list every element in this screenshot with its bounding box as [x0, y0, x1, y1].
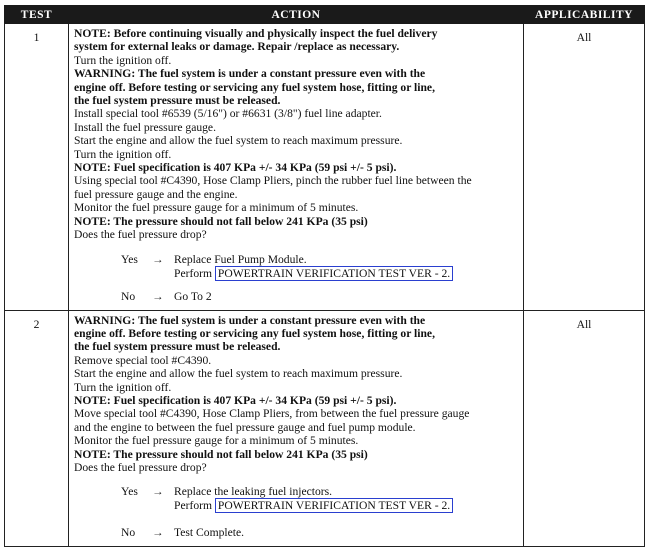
yes-label: Yes: [121, 485, 138, 499]
step-line: Turn the ignition off.: [74, 380, 172, 394]
warning-line: WARNING: The fuel system is under a constant pressure even with the: [74, 67, 426, 81]
perform-line: [74, 267, 519, 281]
header-test: TEST: [5, 6, 69, 24]
step-line: Start the engine and allow the fuel system to reach maximum pressure.: [74, 134, 403, 148]
note-line: NOTE: The pressure should not fall below 241 KPa (35 psi): [74, 214, 368, 228]
no-label: No: [121, 526, 136, 540]
step-line: fuel pressure gauge and the engine.: [74, 187, 238, 201]
arrow-right-icon: →: [152, 252, 164, 266]
yes-answer: [74, 253, 519, 267]
step-line: Turn the ignition off.: [74, 53, 172, 67]
warning-line: WARNING: The fuel system is under a constant pressure even with the: [74, 313, 426, 327]
verification-test-link[interactable]: POWERTRAIN VERIFICATION TEST VER - 2.: [215, 266, 453, 281]
note-line: NOTE: Before continuing visually and physically inspect the fuel delivery: [74, 27, 438, 40]
step-line: Monitor the fuel pressure gauge for a minimum of 5 minutes.: [74, 201, 359, 215]
no-result: Test Complete.: [174, 526, 245, 540]
test-number: 1: [5, 24, 69, 311]
header-applicability: APPLICABILITY: [524, 6, 645, 24]
applicability-cell: All: [524, 310, 645, 547]
note-line: system for external leaks or damage. Repair /replace as necessary.: [74, 40, 400, 54]
no-answer: [74, 526, 519, 540]
perform-label: Perform: [174, 499, 212, 513]
question-line: Does the fuel pressure drop?: [74, 228, 207, 242]
step-line: Monitor the fuel pressure gauge for a minimum of 5 minutes.: [74, 434, 359, 448]
step-line: Turn the ignition off.: [74, 147, 172, 161]
perform-label: Perform: [174, 266, 212, 280]
note-line: NOTE: Fuel specification is 407 KPa +/- 34 KPa (59 psi +/- 5 psi).: [74, 161, 397, 175]
step-line: Install the fuel pressure gauge.: [74, 120, 216, 134]
yes-label: Yes: [121, 252, 138, 266]
applicability-cell: All: [524, 24, 645, 311]
no-result: Go To 2: [174, 289, 212, 303]
question-line: Does the fuel pressure drop?: [74, 460, 207, 474]
header-action: ACTION: [69, 6, 524, 24]
warning-line: engine off. Before testing or servicing any fuel system hose, fitting or line,: [74, 326, 435, 340]
note-line: NOTE: The pressure should not fall below 241 KPa (35 psi): [74, 447, 368, 461]
no-label: No: [121, 289, 136, 303]
no-answer: [74, 290, 519, 304]
warning-line: the fuel system pressure must be released.: [74, 340, 281, 354]
perform-line: [74, 499, 519, 513]
note-line: NOTE: Fuel specification is 407 KPa +/- 34 KPa (59 psi +/- 5 psi).: [74, 393, 397, 407]
yes-result: Replace Fuel Pump Module.: [174, 252, 307, 266]
warning-line: engine off. Before testing or servicing any fuel system hose, fitting or line,: [74, 80, 435, 94]
step-line: Move special tool #C4390, Hose Clamp Pliers, from between the fuel pressure gauge: [74, 407, 470, 421]
table-header-row: [5, 6, 645, 24]
step-line: and the engine to between the fuel pressure gauge and fuel pump module.: [74, 420, 416, 434]
diagnostic-test-table: [4, 5, 645, 547]
step-line: Install special tool #6539 (5/16") or #6631 (3/8") fuel line adapter.: [74, 107, 382, 121]
test-number: 2: [5, 310, 69, 547]
verification-test-link[interactable]: POWERTRAIN VERIFICATION TEST VER - 2.: [215, 498, 453, 513]
action-cell: [69, 24, 524, 311]
warning-line: the fuel system pressure must be released.: [74, 94, 281, 108]
arrow-right-icon: →: [152, 526, 164, 540]
action-cell: [69, 310, 524, 547]
table-row-test-1: [5, 24, 645, 311]
arrow-right-icon: →: [152, 289, 164, 303]
step-line: Remove special tool #C4390.: [74, 353, 212, 367]
arrow-right-icon: →: [152, 485, 164, 499]
yes-answer: [74, 485, 519, 499]
step-line: Start the engine and allow the fuel system to reach maximum pressure.: [74, 367, 403, 381]
table-row-test-2: [5, 310, 645, 547]
yes-result: Replace the leaking fuel injectors.: [174, 485, 333, 499]
step-line: Using special tool #C4390, Hose Clamp Pliers, pinch the rubber fuel line between the: [74, 174, 472, 188]
